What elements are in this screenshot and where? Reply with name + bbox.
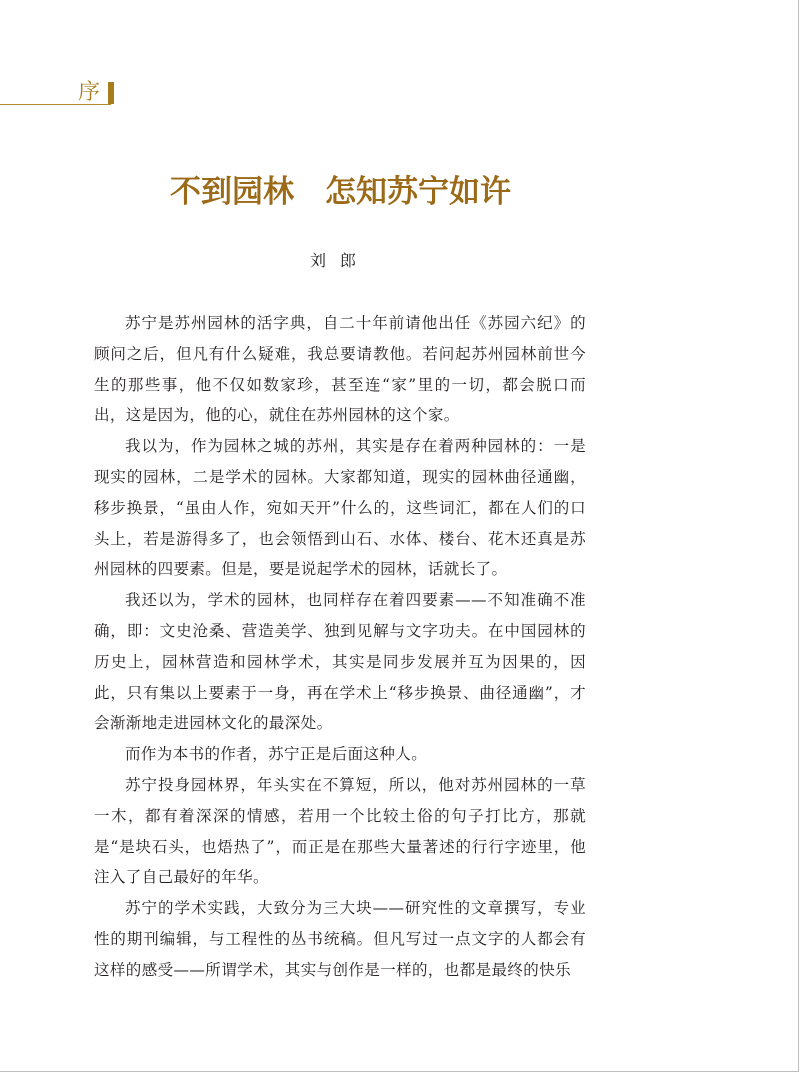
article-body [94,308,586,986]
paragraph: 苏宁投身园林界，年头实在不算短，所以，他对苏州园林的一草一木，都有着深深的情感，若用一个比较土俗的句子打比方，那就是“是块石头，也焐热了”，而正是在那些大量著述的行行字迹里，他注入了自己最好的年华。 [94,775,586,887]
paragraph: 我还以为，学术的园林，也同样存在着四要素——不知准确不准确，即：文史沧桑、营造美学、独到见解与文字功夫。在中国园林的历史上，园林营造和园林学术，其实是同步发展并互为因果的，因此，只有集以上要素于一身，再在学术上“移步换景、曲径通幽”，才会渐渐地走进园林文化的最深处。 [94,591,586,733]
section-bar [108,82,114,104]
paragraph: 苏宁的学术实践，大致分为三大块——研究性的文章撰写，专业性的期刊编辑，与工程性的丛书统稿。但凡写过一点文字的人都会有这样的感受——所谓学术，其实与创作是一样的，也都是最终的快乐 [94,899,586,979]
paragraph: 苏宁是苏州园林的活字典，自二十年前请他出任《苏园六纪》的顾问之后，但凡有什么疑难，我总要请教他。若问起苏州园林前世今生的那些事，他不仅如数家珍，甚至连“家”里的一切，都会脱口而出，这是因为，他的心，就住在苏州园林的这个家。 [94,314,586,425]
section-label: 序 [78,80,101,105]
article-author: 刘郎 [309,251,370,270]
paragraph: 而作为本书的作者，苏宁正是后面这种人。 [125,745,428,764]
paragraph: 我以为，作为园林之城的苏州，其实是存在着两种园林的：一是现实的园林，二是学术的园林。大家都知道，现实的园林曲径通幽，移步换景，“虽由人作，宛如天开”什么的，这些词汇，都在人们的口头上，若是游得多了，也会领悟到山石、水体、楼台、花木还真是苏州园林的四要素。但是，要是说起学术的园林，话就长了。 [94,437,586,579]
title-block [170,172,510,212]
article-title: 不到园林 怎知苏宁如许 [170,174,511,210]
